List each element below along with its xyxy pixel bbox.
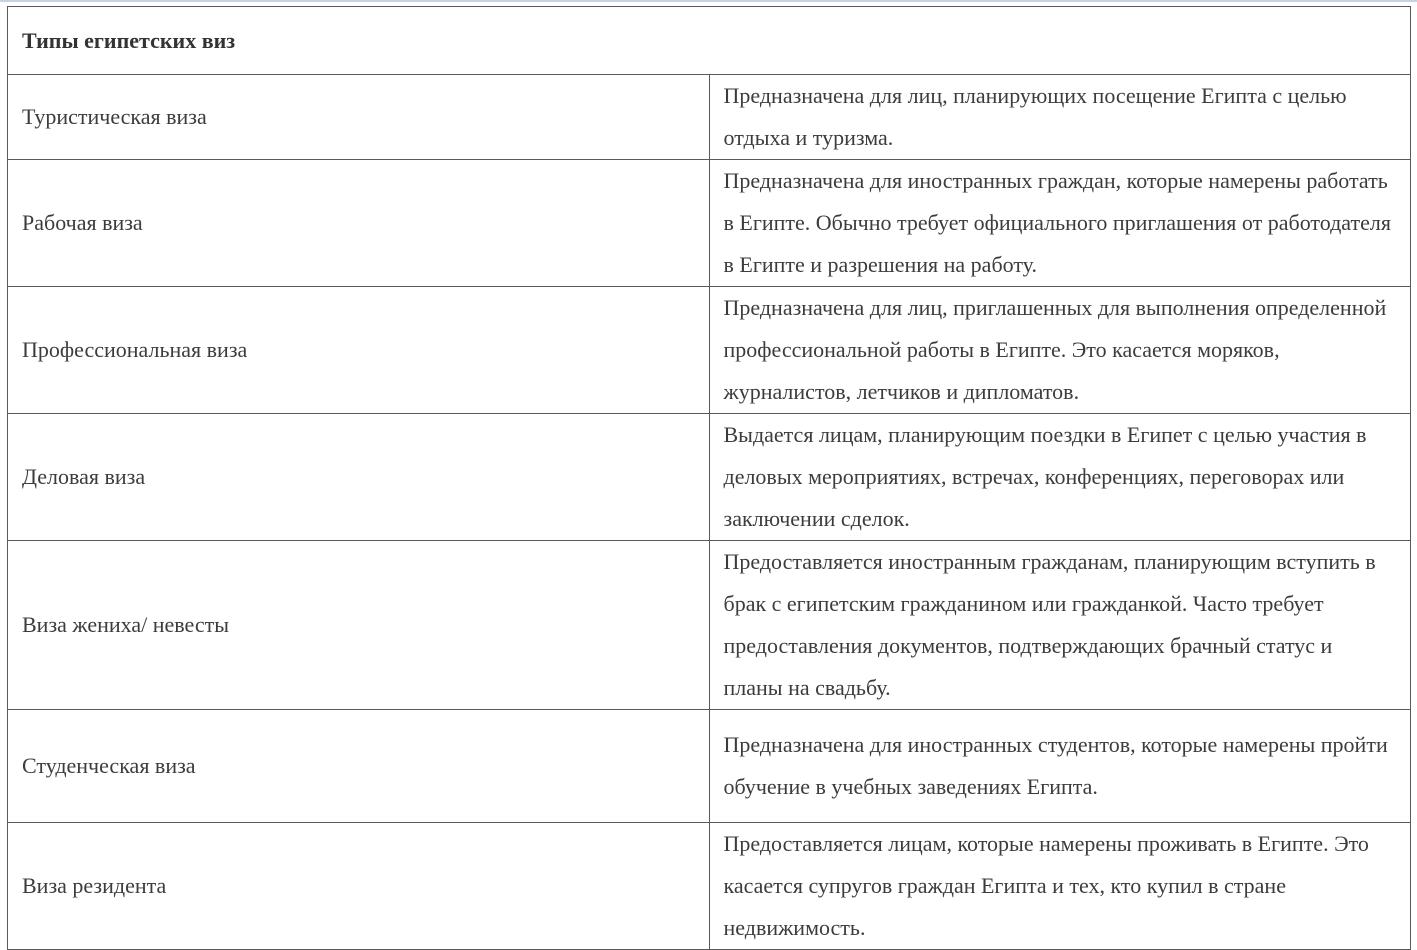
table-row — [8, 287, 1411, 414]
visa-type-cell: Туристическая виза — [8, 75, 710, 160]
visa-type-cell: Деловая виза — [8, 414, 710, 541]
table-row — [8, 823, 1411, 950]
table-header-row — [8, 7, 1411, 75]
visa-description-cell: Предназначена для иностранных граждан, которые намерены работать в Египте. Обычно требует официального приглашения от работодателя в Египте и разрешения на работу. — [709, 160, 1411, 287]
visa-description-cell: Предоставляется иностранным гражданам, планирующим вступить в брак с египетским гражданином или гражданкой. Часто требует предоставления документов, подтверждающих брачный статус и планы на свадьбу. — [709, 541, 1411, 710]
visa-description-cell: Выдается лицам, планирующим поездки в Египет с целью участия в деловых мероприятиях, встречах, конференциях, переговорах или заключении сделок. — [709, 414, 1411, 541]
table-row — [8, 414, 1411, 541]
visa-description-cell: Предназначена для иностранных студентов, которые намерены пройти обучение в учебных заведениях Египта. — [709, 710, 1411, 823]
visa-type-cell: Студенческая виза — [8, 710, 710, 823]
table-title: Типы египетских виз — [8, 7, 1411, 75]
visa-description-cell: Предназначена для лиц, планирующих посещение Египта с целью отдыха и туризма. — [709, 75, 1411, 160]
visa-type-cell: Рабочая виза — [8, 160, 710, 287]
table-row — [8, 75, 1411, 160]
visa-type-cell: Виза жениха/ невесты — [8, 541, 710, 710]
visa-description-cell: Предоставляется лицам, которые намерены проживать в Египте. Это касается супругов граждан Египта и тех, кто купил в стране недвижимость. — [709, 823, 1411, 950]
table-row — [8, 160, 1411, 287]
visa-description-cell: Предназначена для лиц, приглашенных для выполнения определенной профессиональной работы в Египте. Это касается моряков, журналистов, летчиков и дипломатов. — [709, 287, 1411, 414]
table-row — [8, 710, 1411, 823]
top-divider — [0, 0, 1417, 2]
visa-types-table — [7, 6, 1411, 950]
visa-type-cell: Виза резидента — [8, 823, 710, 950]
table-row — [8, 541, 1411, 710]
visa-type-cell: Профессиональная виза — [8, 287, 710, 414]
